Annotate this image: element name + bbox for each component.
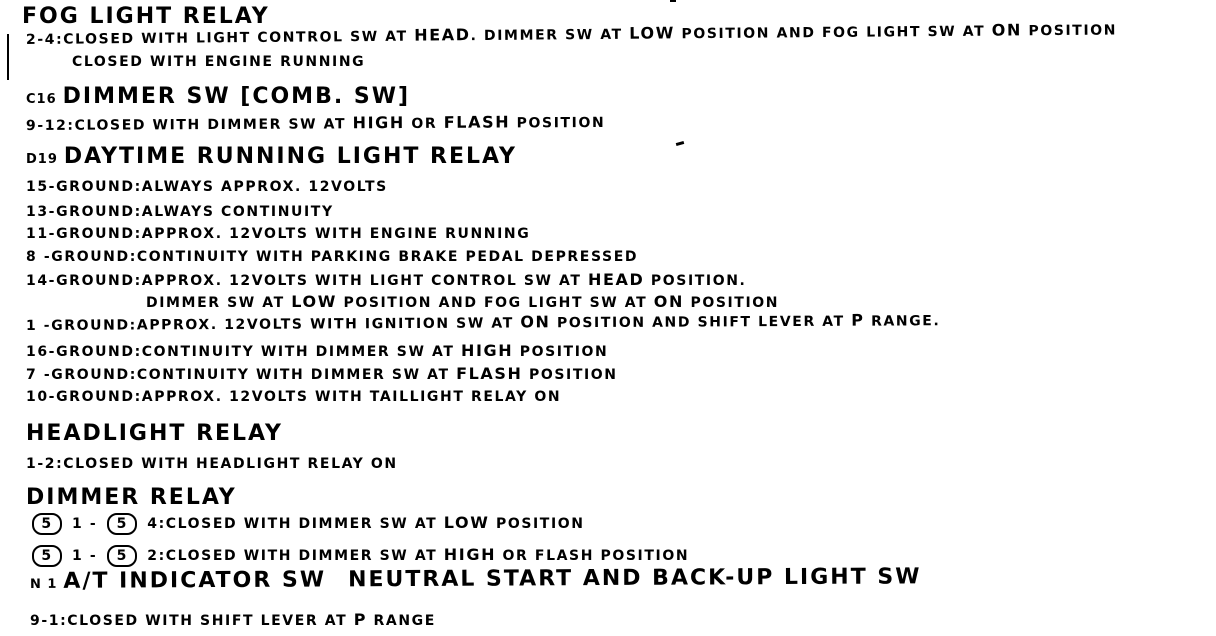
text-segment: POSITION AND FOG LIGHT SW AT: [336, 295, 654, 311]
dimmer-relay-title: DIMMER RELAY: [26, 485, 237, 510]
connector-pin-badge: 5: [107, 513, 137, 535]
text-segment: POSITION: [489, 516, 585, 532]
connector-pin-badge: 5: [32, 545, 62, 567]
scan-edge-mark: [7, 34, 9, 80]
text-segment: 1 -: [72, 516, 98, 532]
text-segment: POSITION: [510, 114, 606, 132]
text-segment: OR FLASH POSITION: [496, 548, 690, 564]
headlight-relay-title: HEADLIGHT RELAY: [26, 421, 283, 446]
connector-code: D19: [26, 152, 58, 167]
text-segment: OR: [404, 115, 444, 133]
text-segment: POSITION AND SHIFT LEVER AT: [550, 313, 852, 332]
text-segment: RANGE: [367, 613, 436, 629]
scan-speck: [676, 141, 685, 146]
text-segment: RANGE.: [864, 313, 941, 330]
drl-line-6: [146, 294, 779, 310]
text-segment: POSITION: [683, 295, 780, 311]
text-segment: POSITION AND FOG LIGHT SW AT: [674, 23, 992, 43]
dimmer-sw-title: DIMMER SW [COMB. SW]: [62, 84, 411, 109]
drl-line-4: 8 -GROUND:CONTINUITY WITH PARKING BRAKE PEDAL DEPRESSED: [26, 249, 639, 265]
text-segment: 9-1:CLOSED WITH SHIFT LEVER AT: [30, 613, 354, 629]
connector-code: C16: [26, 92, 57, 107]
dimmer-relay-row-1: [32, 513, 585, 535]
headlight-relay-line-1: 1-2:CLOSED WITH HEADLIGHT RELAY ON: [26, 456, 398, 472]
emphasis-segment: HIGH: [352, 113, 405, 133]
text-segment: 2:CLOSED WITH DIMMER SW AT: [147, 548, 444, 564]
emphasis-segment: HIGH: [460, 341, 514, 360]
drl-line-9: [26, 366, 618, 382]
dimmer-relay-row-2: [32, 545, 689, 567]
emphasis-segment: LOW: [443, 513, 490, 532]
drl-relay-title: DAYTIME RUNNING LIGHT RELAY: [63, 144, 517, 169]
connector-pin-badge: 5: [32, 513, 62, 535]
emphasis-segment: P: [851, 310, 865, 330]
text-segment: 4:CLOSED WITH DIMMER SW AT: [147, 516, 444, 532]
emphasis-segment: FLASH: [443, 112, 511, 132]
text-segment: DIMMER SW AT: [146, 295, 292, 311]
emphasis-segment: HEAD: [414, 25, 471, 45]
emphasis-segment: LOW: [291, 292, 337, 311]
drl-line-1: 15-GROUND:ALWAYS APPROX. 12VOLTS: [26, 179, 388, 195]
text-segment: 2-4:CLOSED WITH LIGHT CONTROL SW AT: [25, 28, 415, 48]
emphasis-segment: HEAD: [588, 270, 645, 289]
text-segment: POSITION.: [644, 273, 747, 289]
text-segment: . DIMMER SW AT: [470, 26, 630, 45]
drl-line-5: [26, 272, 746, 288]
text-segment: 16-GROUND:CONTINUITY WITH DIMMER SW AT: [26, 344, 461, 360]
neutral-start-title-b: NEUTRAL START AND BACK-UP LIGHT SW: [347, 564, 922, 593]
text-segment: POSITION: [513, 344, 609, 360]
dimmer-sw-line-1: [26, 114, 605, 133]
text-segment: POSITION: [1021, 22, 1118, 40]
neutral-start-heading: [30, 566, 922, 593]
neutral-start-line-1: [30, 612, 436, 628]
emphasis-segment: FLASH: [456, 364, 523, 383]
text-segment: 1 -: [72, 548, 98, 564]
drl-line-8: [26, 343, 608, 359]
dimmer-sw-heading: [26, 86, 410, 108]
connector-pin-badge: 5: [107, 545, 137, 567]
drl-line-10: 10-GROUND:APPROX. 12VOLTS WITH TAILLIGHT RELAY ON: [26, 389, 562, 405]
emphasis-segment: ON: [991, 20, 1023, 40]
text-segment: POSITION: [522, 367, 618, 383]
drl-line-7: [26, 312, 940, 333]
emphasis-segment: LOW: [629, 23, 676, 43]
emphasis-segment: HIGH: [443, 545, 497, 564]
drl-relay-heading: [26, 146, 517, 168]
drl-line-2: 13-GROUND:ALWAYS CONTINUITY: [26, 204, 334, 220]
emphasis-segment: ON: [653, 292, 684, 311]
text-segment: 14-GROUND:APPROX. 12VOLTS WITH LIGHT CONTROL SW AT: [26, 273, 589, 289]
drl-line-3: 11-GROUND:APPROX. 12VOLTS WITH ENGINE RUNNING: [26, 226, 531, 242]
fog-light-relay-title: FOG LIGHT RELAY: [22, 4, 270, 29]
emphasis-segment: ON: [520, 312, 551, 332]
fog-light-relay-line-2: CLOSED WITH ENGINE RUNNING: [72, 54, 366, 70]
emphasis-segment: P: [353, 610, 368, 629]
scan-top-tick: [670, 0, 676, 2]
text-segment: 9-12:CLOSED WITH DIMMER SW AT: [25, 116, 353, 134]
text-segment: 1 -GROUND:APPROX. 12VOLTS WITH IGNITION SW AT: [25, 315, 521, 334]
neutral-start-title-a: A/T INDICATOR SW: [63, 567, 327, 594]
connector-code: N 1: [29, 576, 58, 592]
text-segment: 7 -GROUND:CONTINUITY WITH DIMMER SW AT: [26, 367, 457, 383]
